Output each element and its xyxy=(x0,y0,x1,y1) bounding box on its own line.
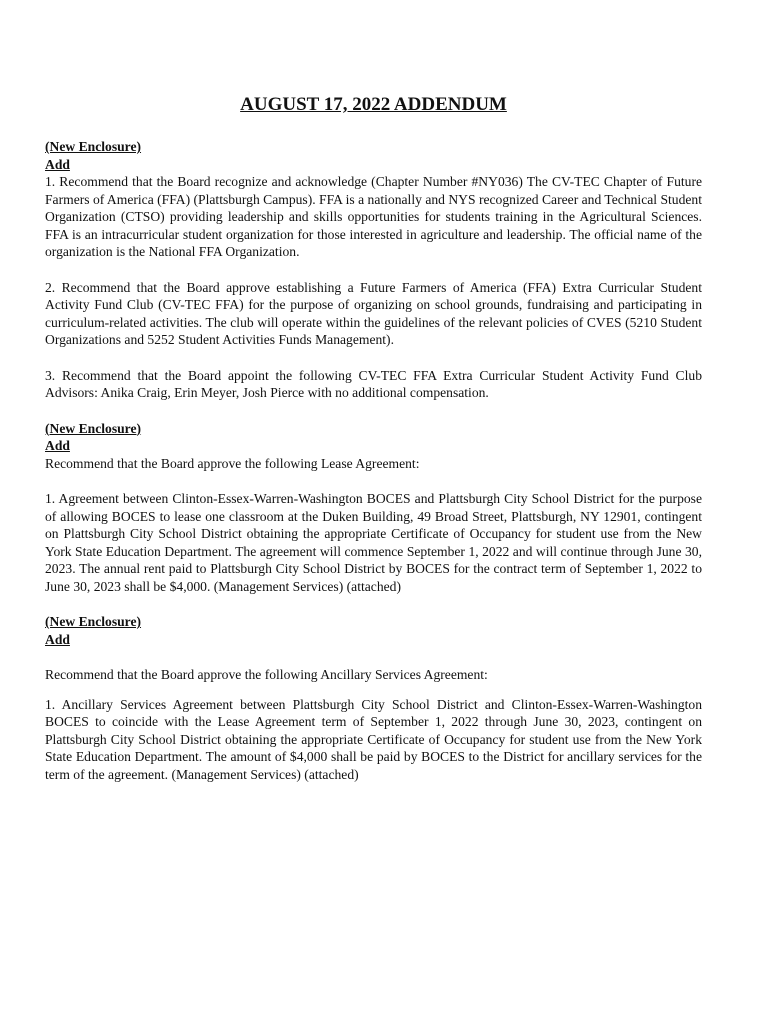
enclosure-label: (New Enclosure) xyxy=(45,420,142,436)
action-label: Add xyxy=(45,156,70,172)
section-intro: Recommend that the Board approve the following Lease Agreement: xyxy=(45,455,420,471)
paragraph-item: 1. Agreement between Clinton-Essex-Warren-Washington BOCES and Plattsburgh City School District for the purpose of allowing BOCES to lease one classroom at the Duken Building, 49 Broad Street, Plattsburgh, NY 12901, contingent on Plattsburgh City School District obtaining the appropriate Certificate of Occupancy for student use from the New York State Education Department. The agreement will commence September 1, 2022 and will continue through June 30, 2023. The annual rent paid to Plattsburgh City School District by BOCES for the contract term of September 1, 2022 to June 30, 2023 shall be $4,000. (Management Services) (attached) xyxy=(45,491,702,594)
action-label: Add xyxy=(45,631,70,647)
addendum-section-lease xyxy=(45,420,702,596)
enclosure-label: (New Enclosure) xyxy=(45,614,142,629)
paragraph-item: 2. Recommend that the Board approve establishing a Future Farmers of America (FFA) Extra Curricular Student Activity Fund Club (CV-TEC FFA) for the purpose of organizing on school grounds, fundraising and participating in curriculum-related activities. The club will operate within the guidelines of the relevant policies of CVES (5210 Student Organizations and 5252 Student Activities Funds Management). xyxy=(45,279,702,347)
addendum-section-ancillary xyxy=(45,613,702,783)
paragraph-item: 1. Ancillary Services Agreement between Plattsburgh City School District and Clinton-Essex-Warren-Washington BOCES to coincide with the Lease Agreement term of September 1, 2022 through June 30, 2023, contingent on Plattsburgh City School District obtaining the appropriate Certificate of Occupancy for student use from the New York State Education Department. The amount of $4,000 shall be paid by BOCES to the District for ancillary services for the term of the agreement. (Management Services) (attached) xyxy=(45,696,702,782)
paragraph-item: 3. Recommend that the Board appoint the following CV-TEC FFA Extra Curricular Student Activity Fund Club Advisors: Anika Craig, Erin Meyer, Josh Pierce with no additional compensation. xyxy=(45,367,702,400)
enclosure-label: (New Enclosure) xyxy=(45,139,142,154)
section-intro: Recommend that the Board approve the following Ancillary Services Agreement: xyxy=(45,667,488,682)
action-label: Add xyxy=(45,438,70,453)
paragraph-item: 1. Recommend that the Board recognize and acknowledge (Chapter Number #NY036) The CV-TEC Chapter of Future Farmers of America (FFA) (Plattsburgh Campus). FFA is a nationally and NYS recognized Career and Technical Student Organization (CTSO) providing leadership and skills opportunities for students training in the Agricultural Sciences. FFA is an intracurricular student organization for those interested in agriculture and leadership. The official name of the organization is the National FFA Organization. xyxy=(45,174,702,259)
addendum-section-ffa xyxy=(45,138,702,402)
page-title: AUGUST 17, 2022 ADDENDUM xyxy=(240,94,507,115)
